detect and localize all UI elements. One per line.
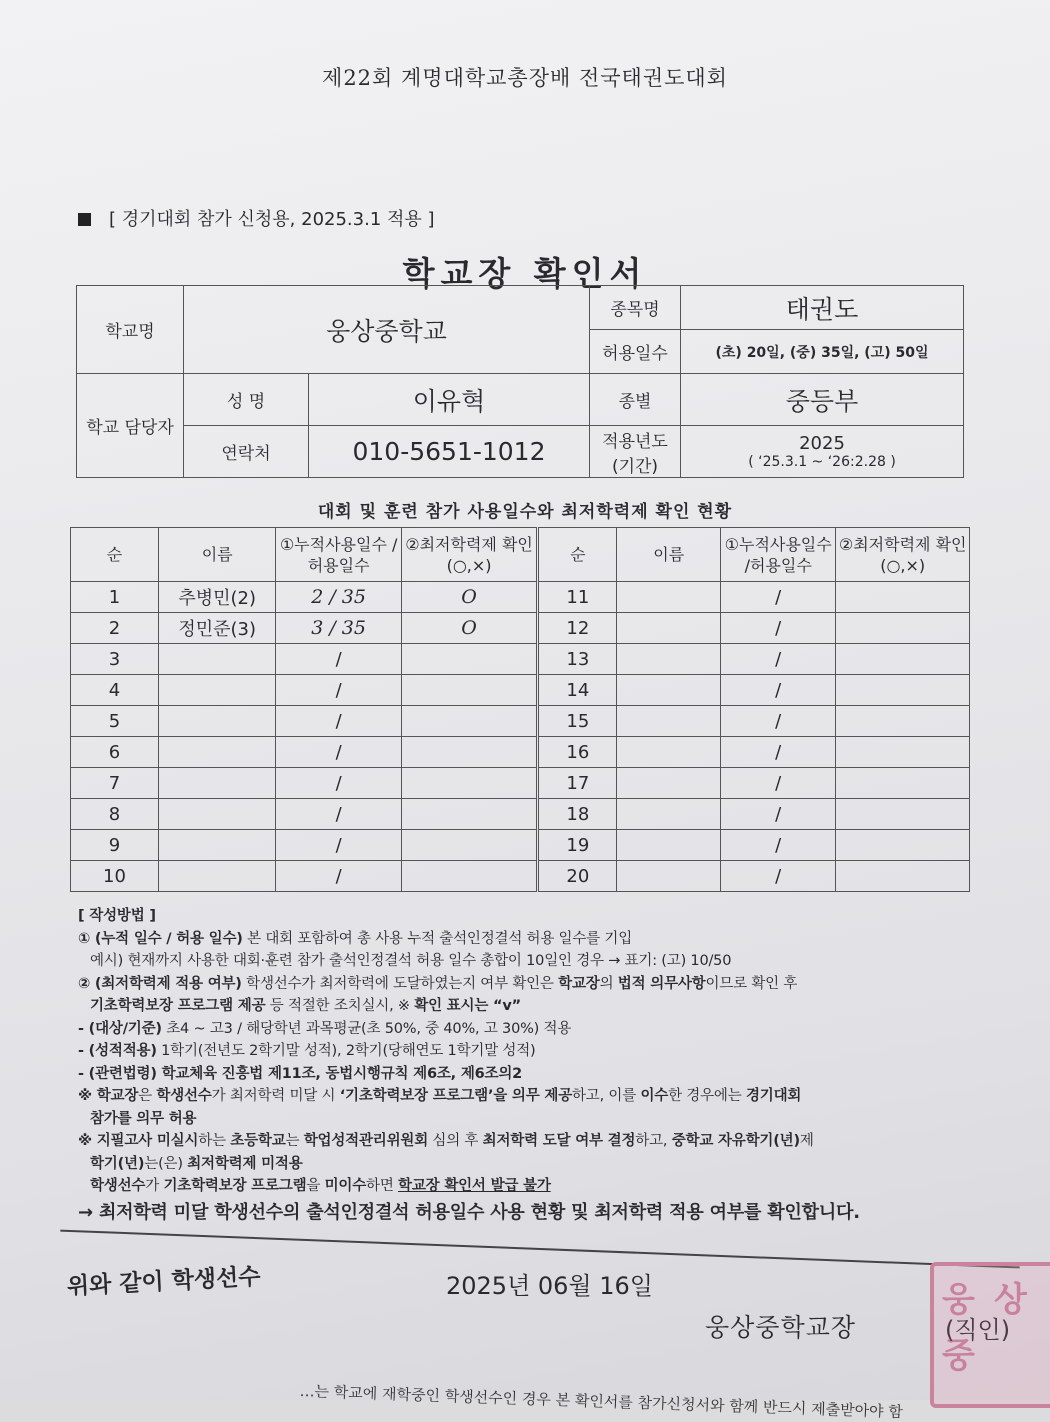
instruction-text: 초등학교	[230, 1133, 286, 1149]
athlete-roster-table	[70, 527, 970, 892]
row-check	[401, 830, 538, 861]
row-days: /	[721, 830, 836, 861]
instruction-text: - (성적적용)	[78, 1043, 157, 1059]
instruction-text: 학생선수	[156, 1088, 212, 1104]
instruction-text: 기초학력보장 프로그램 제공	[90, 998, 266, 1014]
instruction-text: 학업성적관리위원회	[303, 1133, 428, 1149]
instruction-text: 최저학력 도달 여부 결정	[482, 1133, 636, 1149]
instruction-text: 심의 후	[428, 1133, 483, 1149]
contact-value: 010-5651-1012	[309, 426, 590, 478]
instruction-text: 을	[306, 1178, 325, 1194]
row-name	[617, 799, 721, 830]
row-days: /	[721, 675, 836, 706]
col-no-right: 순	[538, 528, 617, 582]
row-no: 16	[538, 737, 617, 768]
table-row	[71, 582, 970, 613]
instruction-text: 중학교 자유학기(년)	[671, 1133, 800, 1149]
event-title: 제22회 계명대학교총장배 전국태권도대회	[322, 66, 728, 90]
instruction-text: 이므로 확인 후	[705, 975, 798, 992]
instruction-text: 경기대회	[745, 1088, 802, 1104]
seal-label: (직인)	[945, 1316, 1011, 1344]
row-days: /	[276, 799, 401, 830]
instruction-text: 학교체육 진흥법 제11조, 동법시행규칙 제6조, 제6조의2	[156, 1065, 523, 1082]
row-check	[401, 706, 538, 737]
col-check-right: ②최저학력제 확인(○,×)	[836, 528, 970, 582]
instruction-text: 한 경우에는	[668, 1088, 746, 1104]
row-no: 10	[71, 861, 159, 892]
row-name	[617, 737, 721, 768]
row-name	[617, 675, 721, 706]
allowed-days-label: 허용일수	[590, 330, 681, 374]
row-name	[158, 861, 276, 892]
instruction-text: 본 대회 포함하여 총 사용 누적 출석인정결석 허용 일수를 기입	[242, 930, 632, 947]
row-days: /	[276, 861, 401, 892]
col-check-left: ②최저학력제 확인(○,×)	[401, 528, 538, 582]
row-name	[617, 706, 721, 737]
row-days: /	[721, 799, 836, 830]
table-row	[71, 768, 970, 799]
instruction-text: 하고, 이를	[572, 1088, 641, 1104]
year-label: 적용년도 (기간)	[590, 426, 681, 478]
instruction-text: 예시) 현재까지 사용한 대회·훈련 참가 출석인정결석 허용 일수 총합이 10일인 경우 → 표기: (고) 10/50	[90, 953, 732, 969]
square-bullet-icon	[78, 213, 91, 226]
instruction-text: 등 적절한 조치실시, ※	[265, 998, 415, 1014]
instruction-text: 기초학력보장 프로그램	[163, 1178, 307, 1194]
instruction-text: 제	[799, 1133, 814, 1149]
table-row	[71, 861, 970, 892]
instruction-text: 하면	[366, 1178, 399, 1194]
instruction-text: 확인 표시는 “v”	[414, 998, 521, 1014]
row-name	[158, 799, 276, 830]
row-check	[836, 675, 970, 706]
row-no: 3	[71, 644, 159, 675]
row-no: 12	[538, 613, 617, 644]
row-days: /	[276, 644, 401, 675]
row-name	[617, 830, 721, 861]
instruction-text: 는(은)	[144, 1155, 188, 1172]
row-check	[836, 737, 970, 768]
row-name	[617, 582, 721, 613]
col-days-left: ①누적사용일수 /허용일수	[276, 528, 401, 582]
row-no: 17	[538, 768, 617, 799]
row-days: /	[721, 613, 836, 644]
instruction-text: 하는	[198, 1133, 231, 1149]
row-name	[158, 644, 276, 675]
instruction-text: ② (최저학력제 적용 여부)	[78, 975, 242, 992]
table-row	[71, 613, 970, 644]
row-name	[617, 768, 721, 799]
school-value: 웅상중학교	[184, 286, 590, 374]
row-no: 6	[71, 737, 159, 768]
instruction-text: 을 의무 제공	[493, 1088, 572, 1104]
row-days: /	[721, 706, 836, 737]
instruction-text: 이수	[640, 1088, 669, 1104]
row-name: 추병민(2)	[158, 582, 276, 613]
instruction-text: 하고,	[635, 1133, 672, 1149]
instructions-heading: [ 작성방법 ]	[78, 908, 156, 924]
year-value: 2025	[799, 433, 845, 454]
row-days: /	[721, 861, 836, 892]
row-no: 1	[71, 582, 159, 613]
table-row	[71, 737, 970, 768]
instruction-text: 학기(년)	[90, 1155, 145, 1172]
event-label: 종목명	[590, 286, 681, 330]
event-value: 태권도	[681, 286, 964, 330]
row-check: O	[401, 613, 538, 644]
instruction-text: ① (누적 일수 / 허용 일수)	[78, 930, 243, 947]
col-no-left: 순	[71, 528, 159, 582]
instruction-text: 가 최저학력 미달 시	[211, 1088, 340, 1104]
allowed-days-value: (초) 20일, (중) 35일, (고) 50일	[681, 330, 964, 374]
issue-date: 2025년 06월 16일	[446, 1272, 653, 1300]
year-period: ( ‘25.3.1 ~ ‘26:2.28 )	[748, 454, 896, 470]
instruction-text: 참가를 의무 허용	[90, 1110, 197, 1127]
row-days: /	[276, 737, 401, 768]
row-name: 정민준(3)	[158, 613, 276, 644]
instruction-text: 는	[285, 1133, 304, 1149]
instruction-text: 은	[138, 1088, 157, 1104]
instruction-text: 학교장	[558, 975, 600, 992]
row-no: 4	[71, 675, 159, 706]
row-check	[401, 861, 538, 892]
row-check	[836, 582, 970, 613]
row-name	[617, 861, 721, 892]
footer-note: …는 학교에 재학중인 학생선수인 경우 본 확인서를 참가신청서와 함께 반드시 제출받아야 함	[299, 1381, 904, 1422]
row-days: /	[276, 830, 401, 861]
row-check	[836, 830, 970, 861]
row-no: 15	[538, 706, 617, 737]
name-value: 이유혁	[309, 374, 590, 426]
col-name-left: 이름	[158, 528, 276, 582]
row-check	[836, 706, 970, 737]
row-no: 13	[538, 644, 617, 675]
application-note	[78, 205, 435, 231]
division-label: 종별	[590, 374, 681, 426]
instruction-text: 1학기(전년도 2학기말 성적), 2학기(당해연도 1학기말 성적)	[156, 1043, 536, 1059]
row-days: /	[721, 644, 836, 675]
col-name-right: 이름	[617, 528, 721, 582]
row-days: /	[721, 582, 836, 613]
row-check	[401, 675, 538, 706]
instruction-text: 학교장 확인서 발급 불가	[398, 1178, 551, 1194]
instruction-text: 가	[145, 1178, 164, 1194]
table-row	[71, 675, 970, 706]
row-check	[401, 768, 538, 799]
instruction-text: - (관련법령)	[78, 1065, 157, 1082]
row-name	[158, 830, 276, 861]
row-check	[836, 768, 970, 799]
year-cell	[681, 426, 964, 478]
application-note-text: [ 경기대회 참가 신청용, 2025.3.1 적용 ]	[109, 209, 435, 230]
row-check	[401, 737, 538, 768]
section-title: 대회 및 훈련 참가 사용일수와 최저학력제 확인 현황	[317, 502, 733, 522]
row-check	[836, 644, 970, 675]
row-no: 11	[538, 582, 617, 613]
row-days: /	[276, 675, 401, 706]
row-name	[158, 768, 276, 799]
row-name	[617, 613, 721, 644]
row-check: O	[401, 582, 538, 613]
table-row	[71, 706, 970, 737]
writing-instructions	[78, 905, 1008, 1224]
instruction-text: 학생선수	[90, 1178, 146, 1194]
row-name	[158, 675, 276, 706]
school-info-table	[76, 285, 964, 478]
row-days: /	[721, 737, 836, 768]
document-title: 학교장 확인서	[402, 254, 648, 293]
table-row	[71, 799, 970, 830]
row-no: 20	[538, 861, 617, 892]
row-check	[836, 799, 970, 830]
instruction-text: 미이수	[324, 1178, 367, 1194]
row-name	[158, 706, 276, 737]
official-seal-icon: 웅 상 중	[930, 1262, 1050, 1408]
row-check	[401, 644, 538, 675]
instruction-text: ※ 지필고사 미실시	[78, 1133, 199, 1149]
manager-label: 학교 담당자	[77, 374, 184, 478]
row-no: 18	[538, 799, 617, 830]
instruction-text: ※ 학교장	[78, 1088, 139, 1104]
row-days: /	[276, 768, 401, 799]
instruction-text: 초4 ~ 고3 / 해당학년 과목평균(초 50%, 중 40%, 고 30%) 적용	[161, 1020, 572, 1037]
instruction-text: - (대상/기준)	[78, 1020, 162, 1037]
table-row	[71, 644, 970, 675]
row-no: 7	[71, 768, 159, 799]
confirmation-text: 위와 같이 학생선수	[66, 1263, 262, 1300]
row-no: 5	[71, 706, 159, 737]
col-days-right: ①누적사용일수 /허용일수	[721, 528, 836, 582]
instruction-text: 학생선수가 최저학력에 도달하였는지 여부 확인은	[241, 975, 559, 992]
principal-name: 웅상중학교장	[705, 1313, 856, 1342]
row-no: 14	[538, 675, 617, 706]
row-check	[401, 799, 538, 830]
row-no: 8	[71, 799, 159, 830]
row-days: /	[276, 706, 401, 737]
row-days: 3 / 35	[276, 613, 401, 644]
contact-label: 연락처	[184, 426, 309, 478]
row-name	[617, 644, 721, 675]
row-no: 9	[71, 830, 159, 861]
row-no: 2	[71, 613, 159, 644]
table-row	[71, 830, 970, 861]
name-label: 성 명	[184, 374, 309, 426]
row-days: 2 / 35	[276, 582, 401, 613]
row-name	[158, 737, 276, 768]
instruction-text: ‘기초학력보장 프로그램’	[339, 1088, 494, 1104]
row-days: /	[721, 768, 836, 799]
division-value: 중등부	[681, 374, 964, 426]
instruction-text: 최저학력제 미적용	[187, 1155, 303, 1172]
school-label: 학교명	[77, 286, 184, 374]
row-check	[836, 861, 970, 892]
row-check	[836, 613, 970, 644]
conclusion-statement: → 최저학력 미달 학생선수의 출석인정결석 허용일수 사용 현황 및 최저학력 적용 여부를 확인합니다.	[78, 1201, 860, 1223]
instruction-text: 의	[599, 975, 618, 992]
row-no: 19	[538, 830, 617, 861]
instruction-text: 법적 의무사항	[617, 975, 706, 992]
